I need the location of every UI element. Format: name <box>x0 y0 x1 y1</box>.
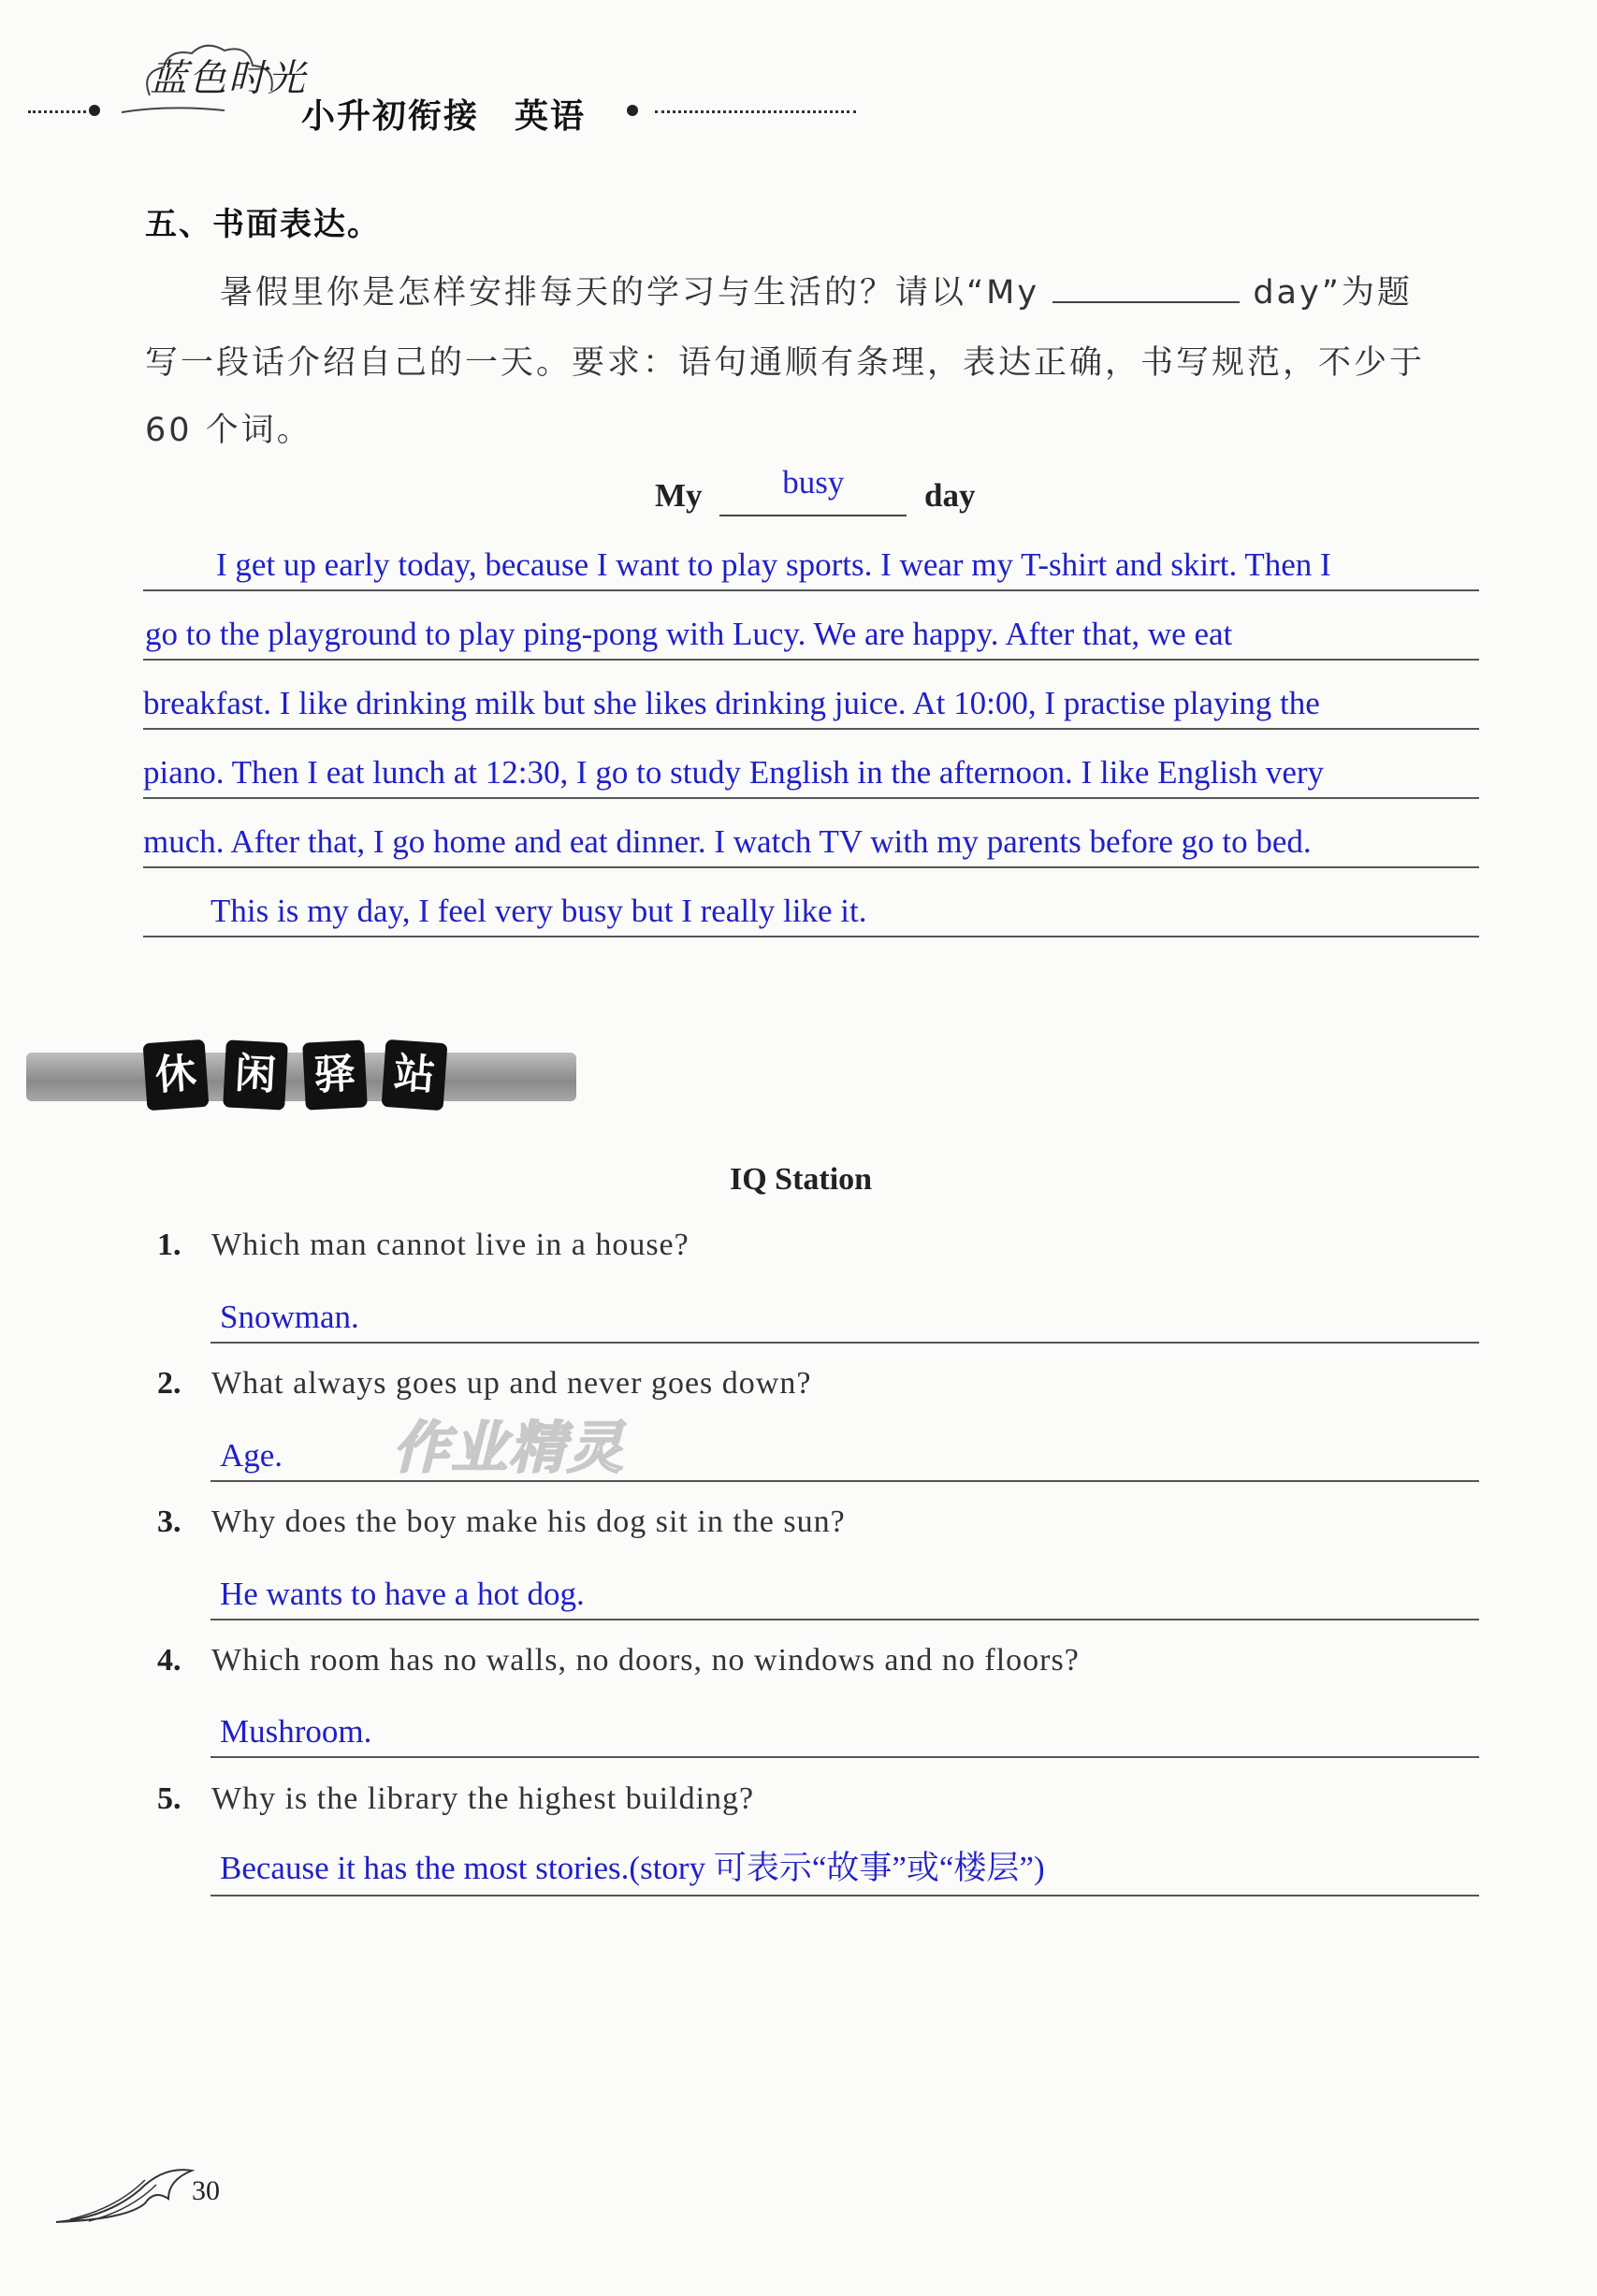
question-text: Why is the library the highest building? <box>211 1781 755 1816</box>
essay-title <box>655 464 976 516</box>
answer-text: Because it has the most stories.(story 可表示“故事”或“楼层”) <box>220 1850 1045 1886</box>
essay-title-right: day <box>924 477 976 514</box>
banner-char: 站 <box>382 1039 448 1111</box>
question-number: 3. <box>157 1504 181 1539</box>
banner-bar <box>26 1053 576 1101</box>
essay-line <box>143 810 1479 868</box>
answer-text: Snowman. <box>220 1299 359 1335</box>
essay-text: breakfast. I like drinking milk but she likes drinking juice. At 10:00, I practise playing the <box>143 685 1320 721</box>
essay-title-fill: busy <box>782 464 845 501</box>
question-number: 1. <box>157 1228 181 1262</box>
answer-text: Age. <box>220 1437 283 1474</box>
header-dots-left <box>28 110 86 113</box>
essay-text: I get up early today, because I want to play sports. I wear my T-shirt and skirt. Then I <box>216 546 1331 583</box>
prompt-line-3: 60 个词。 <box>145 412 312 449</box>
answer-line <box>211 1286 1479 1344</box>
essay-line <box>143 879 1479 937</box>
essay-title-blank <box>719 464 907 516</box>
wave-icon <box>51 2152 201 2227</box>
question-text: Which man cannot live in a house? <box>211 1228 690 1262</box>
prompt-line-2: 写一段话介绍自己的一天。要求：语句通顺有条理，表达正确，书写规范，不少于 <box>145 344 1426 382</box>
prompt-line-1 <box>220 267 1413 313</box>
iq-title: IQ Station <box>730 1162 873 1197</box>
banner-char: 驿 <box>302 1039 368 1110</box>
question-number: 4. <box>157 1643 181 1678</box>
essay-text: This is my day, I feel very busy but I really like it. <box>211 893 867 929</box>
question-text: Why does the boy make his dog sit in the sun? <box>211 1504 846 1539</box>
answer-text: Mushroom. <box>220 1713 372 1750</box>
header-bullet-right <box>627 105 638 116</box>
question-number: 2. <box>157 1366 181 1401</box>
answer-line <box>211 1700 1479 1758</box>
header-dots-right <box>655 110 856 113</box>
banner-char: 闲 <box>223 1039 288 1110</box>
header-logo-text: 蓝色时光 <box>150 57 307 100</box>
essay-line <box>143 603 1479 661</box>
prompt-line-1-a: 暑假里你是怎样安排每天的学习与生活的？请以“My <box>220 274 1040 312</box>
answer-line <box>211 1838 1479 1896</box>
answer-text: He wants to have a hot dog. <box>220 1576 585 1612</box>
answer-line <box>211 1562 1479 1620</box>
essay-text: piano. Then I eat lunch at 12:30, I go to study English in the afternoon. I like English very <box>143 754 1325 791</box>
essay-line <box>143 741 1479 799</box>
essay-line <box>143 672 1479 730</box>
header-bullet-left <box>89 105 100 116</box>
page-number: 30 <box>192 2175 220 2206</box>
header-title: 小升初衔接 英语 <box>301 97 587 136</box>
prompt-line-1-b: day”为题 <box>1253 274 1413 312</box>
question-text: Which room has no walls, no doors, no windows and no floors? <box>211 1643 1080 1678</box>
essay-text: go to the playground to play ping-pong with Lucy. We are happy. After that, we eat <box>145 616 1233 652</box>
question-number: 5. <box>157 1781 181 1816</box>
question-text: What always goes up and never goes down? <box>211 1366 812 1401</box>
essay-line <box>143 533 1479 591</box>
banner-char: 休 <box>143 1039 210 1111</box>
essay-title-left: My <box>655 477 703 514</box>
essay-text: much. After that, I go home and eat dinner. I watch TV with my parents before go to bed. <box>143 823 1312 860</box>
watermark: 作业精灵 <box>393 1416 625 1481</box>
prompt-blank <box>1053 273 1240 303</box>
section-heading: 五、书面表达。 <box>145 206 381 243</box>
